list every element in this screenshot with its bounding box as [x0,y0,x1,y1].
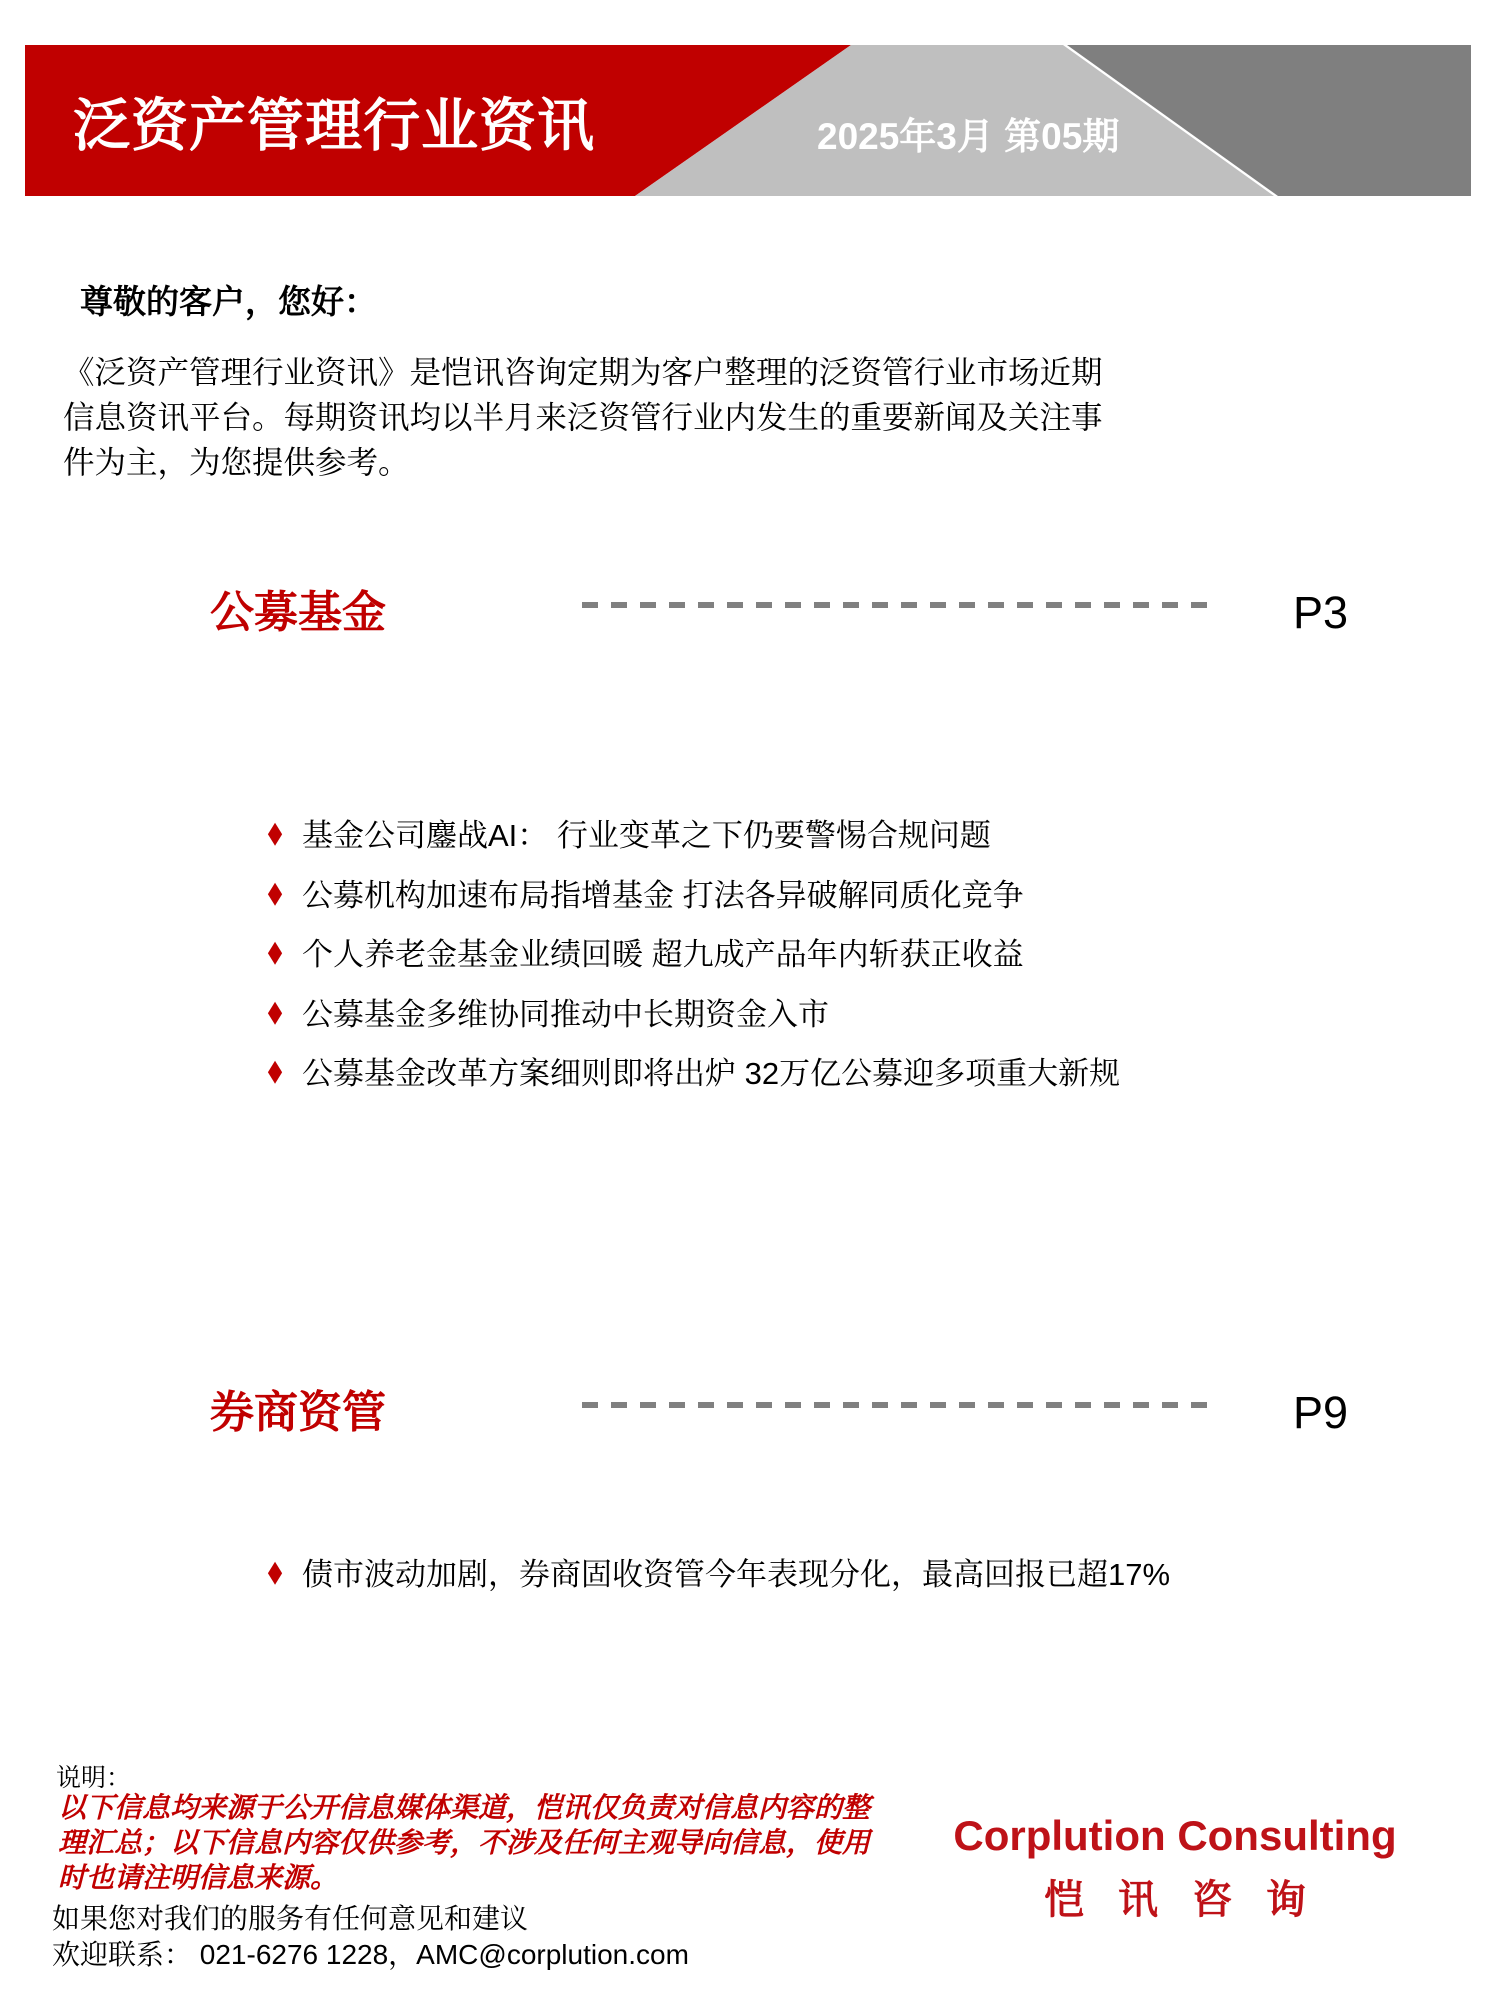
intro-line-3: 件为主，为您提供参考。 [63,444,410,480]
toc-leader-line [582,1402,1207,1408]
toc-page-number: P3 [1293,587,1349,638]
headline-item [262,922,1120,982]
brand-logo [925,1812,1425,1925]
toc-section-title: 公募基金 [210,588,386,637]
toc-leader-line [582,602,1207,608]
toc-page-number: P9 [1293,1387,1349,1438]
brand-logo-cn: 恺 讯 咨 询 [1044,1876,1316,1923]
headline-item [262,863,1120,923]
headline-item [262,803,1120,863]
toc-entry-public-funds[interactable] [0,586,1500,640]
broker-am-headline-list [262,1542,1170,1602]
headline-text: 债市波动加剧，券商固收资管今年表现分化，最高回报已超17% [302,1557,1171,1593]
intro-paragraph [63,350,1103,485]
intro-line-1: 《泛资产管理行业资讯》是恺讯咨询定期为客户整理的泛资管行业市场近期 [63,354,1103,390]
headline-item [262,1542,1170,1602]
disclaimer-line-1: 以下信息均来源于公开信息媒体渠道，恺讯仅负责对信息内容的整 [58,1792,871,1823]
headline-text: 基金公司鏖战AI： 行业变革之下仍要警惕合规问题 [302,818,991,854]
diamond-bullet-icon: ◆ [267,816,283,850]
disclaimer-line-2: 理汇总；以下信息内容仅供参考，不涉及任何主观导向信息，使用 [58,1827,871,1858]
headline-text: 公募基金多维协同推动中长期资金入市 [302,996,829,1032]
disclaimer-line-3: 时也请注明信息来源。 [58,1862,339,1893]
headline-item [262,982,1120,1042]
headline-item [262,1041,1120,1101]
disclaimer-text [58,1790,870,1895]
headline-text: 个人养老金基金业绩回暖 超九成产品年内斩获正收益 [302,937,1024,973]
brand-logo-en: Corplution Consulting [953,1812,1397,1859]
feedback-text: 如果您对我们的服务有任何意见和建议 [52,1903,529,1934]
diamond-bullet-icon: ◆ [267,1555,283,1589]
toc-section-title: 券商资管 [210,1388,386,1437]
headline-text: 公募机构加速布局指增基金 打法各异破解同质化竞争 [302,877,1024,913]
intro-line-2: 信息资讯平台。每期资讯均以半月来泛资管行业内发生的重要新闻及关注事 [63,399,1103,435]
note-label: 说明： [56,1764,132,1792]
newsletter-title: 泛资产管理行业资讯 [73,93,595,158]
diamond-bullet-icon: ◆ [267,1054,283,1088]
headline-text: 公募基金改革方案细则即将出炉 32万亿公募迎多项重大新规 [302,1056,1121,1092]
contact-line: 欢迎联系： 021-6276 1228，AMC@corplution.com [52,1939,689,1970]
greeting-text: 尊敬的客户，您好： [80,283,377,320]
header-banner [25,45,1471,196]
public-funds-headline-list [262,803,1120,1101]
issue-label: 2025年3月 第05期 [817,115,1120,157]
diamond-bullet-icon: ◆ [267,875,283,909]
diamond-bullet-icon: ◆ [267,935,283,969]
diamond-bullet-icon: ◆ [267,994,283,1028]
toc-entry-broker-am[interactable] [0,1386,1500,1440]
